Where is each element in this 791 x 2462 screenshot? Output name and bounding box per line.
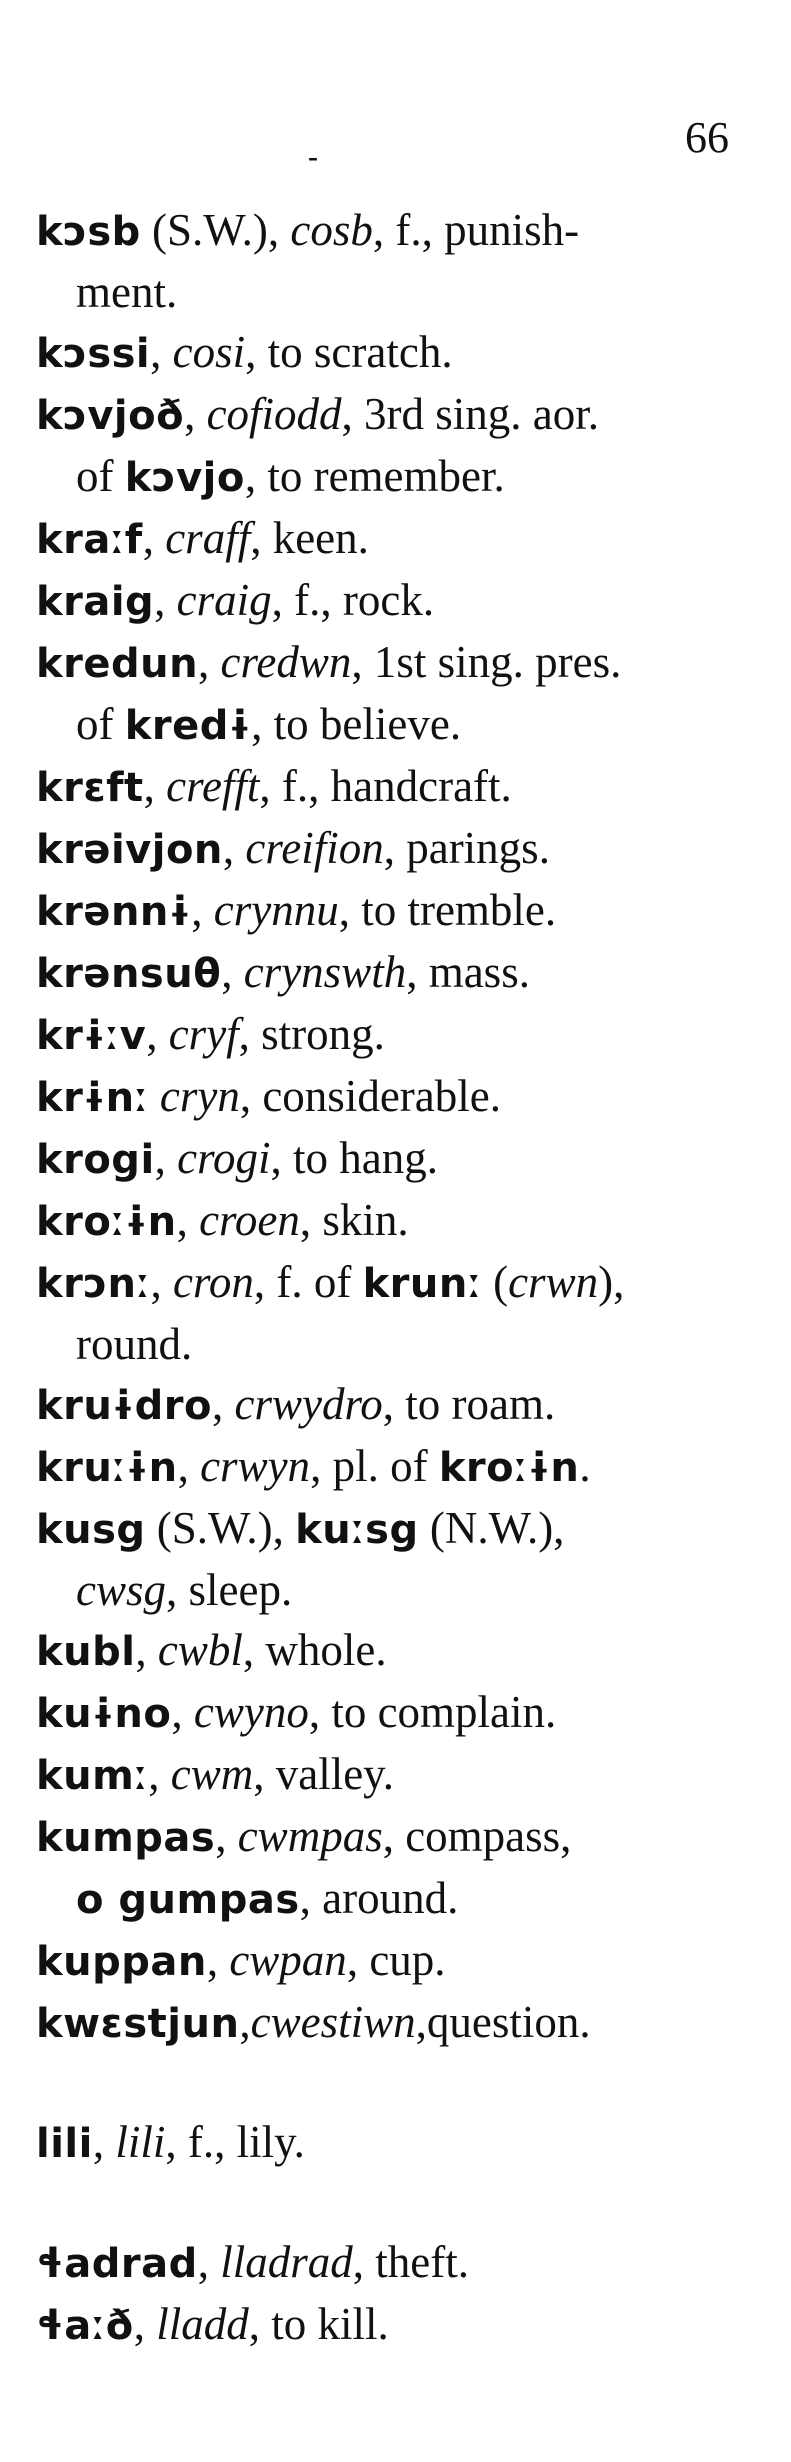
gloss: , f., handcraft.: [259, 761, 512, 811]
headword: kraig: [36, 579, 155, 625]
spelling: crynswth: [243, 947, 407, 997]
headword: kuppan: [36, 1939, 207, 1985]
spelling: crogi: [177, 1133, 271, 1183]
spelling: crynnu: [213, 885, 339, 935]
gloss: of: [76, 451, 125, 501]
dictionary-entry: [36, 1190, 760, 1252]
gloss: ,: [154, 575, 177, 625]
gloss: , compass,: [382, 1811, 572, 1861]
gloss: ,: [150, 1257, 173, 1307]
gloss: , around.: [299, 1873, 459, 1923]
gloss: , 3rd sing. aor.: [341, 389, 600, 439]
dictionary-entry: [36, 632, 760, 756]
gloss: ,: [146, 1009, 169, 1059]
spelling: cwestiwn: [250, 1997, 416, 2047]
headword: kumpas: [36, 1815, 216, 1861]
gloss: ,: [143, 761, 167, 811]
headword: krəivjon: [36, 827, 223, 873]
headword: o gumpas: [76, 1877, 300, 1923]
dictionary-entry: [36, 1620, 760, 1682]
gloss: (S.W.),: [140, 205, 291, 255]
dictionary-entry: [36, 2232, 760, 2294]
headword: krənsuθ: [36, 951, 222, 997]
spelling: lladd: [156, 2299, 249, 2349]
spelling: cwsg: [76, 1565, 166, 1615]
gloss: , f. of: [253, 1257, 363, 1307]
spelling: craig: [176, 575, 272, 625]
gloss: , pl. of: [310, 1441, 439, 1491]
headword: kɔvjo: [124, 455, 245, 501]
spelling: lladrad: [220, 2237, 353, 2287]
dictionary-entry: [36, 384, 760, 508]
headword: krənnɨ: [36, 889, 192, 935]
headword: kuːsg: [295, 1507, 419, 1553]
dictionary-entry: [36, 1374, 760, 1436]
headword: krɛft: [36, 765, 144, 811]
gloss: ),: [598, 1257, 625, 1307]
spelling: credwn: [220, 637, 352, 687]
gloss: , keen.: [250, 513, 369, 563]
dictionary-entry: [36, 880, 760, 942]
dictionary-entry: [36, 322, 760, 384]
gloss: ,: [197, 2237, 221, 2287]
gloss: , f., punish-: [372, 205, 580, 255]
gloss: , cup.: [346, 1935, 446, 1985]
headword: kusg: [36, 1507, 146, 1553]
gloss: ,: [184, 389, 207, 439]
gloss: , to hang.: [270, 1133, 438, 1183]
gloss: , whole.: [242, 1625, 387, 1675]
headword: kredɨ: [124, 703, 252, 749]
headword: ɬaːð: [36, 2303, 134, 2349]
gloss: , parings.: [383, 823, 550, 873]
gloss: ,: [221, 947, 244, 997]
spelling: crwydro: [234, 1379, 383, 1429]
entry-list: [36, 200, 760, 2356]
gloss: ,: [206, 1935, 230, 1985]
headword: ɬadrad: [36, 2241, 198, 2287]
dictionary-entry: [36, 818, 760, 880]
dictionary-entry: [36, 1436, 760, 1498]
dictionary-entry: [36, 1066, 760, 1128]
gloss: , mass.: [406, 947, 530, 997]
spelling: creifion: [245, 823, 384, 873]
dictionary-entry: [36, 1744, 760, 1806]
spelling: cron: [173, 1257, 254, 1307]
spelling: cwpan: [229, 1935, 347, 1985]
page-number: 66: [685, 113, 729, 162]
dictionary-entry: [36, 756, 760, 818]
gloss: [149, 1071, 160, 1121]
gloss: ,: [215, 1811, 238, 1861]
headword: kredun: [36, 641, 199, 687]
gloss: , valley.: [253, 1749, 395, 1799]
dictionary-entry: [36, 1806, 760, 1930]
gloss: , considerable.: [239, 1071, 501, 1121]
dictionary-entry: [36, 1004, 760, 1066]
spelling: cosb: [290, 205, 373, 255]
dictionary-entry: [36, 2294, 760, 2356]
gloss: , f., rock.: [271, 575, 435, 625]
spelling: cwbl: [157, 1625, 243, 1675]
spelling: cwm: [170, 1749, 254, 1799]
dictionary-entry: [36, 508, 760, 570]
gloss: ,: [135, 1625, 158, 1675]
headword: kubl: [36, 1629, 136, 1675]
dictionary-entry: [36, 1498, 760, 1620]
headword: kɔvjoð: [36, 393, 185, 439]
gloss: ment.: [76, 267, 178, 317]
margin-mark: -: [308, 140, 318, 173]
headword: kɔsb: [36, 209, 141, 255]
headword: kruːɨn: [36, 1445, 178, 1491]
spelling: lili: [115, 2117, 166, 2167]
headword: krɔnː: [36, 1261, 151, 1307]
gloss: ,: [150, 327, 173, 377]
gloss: ,: [154, 1133, 178, 1183]
spelling: crefft: [166, 761, 260, 811]
dictionary-entry: [36, 1930, 760, 1992]
gloss: , skin.: [299, 1195, 409, 1245]
gloss: ,: [171, 1687, 194, 1737]
gloss: , sleep.: [166, 1565, 293, 1615]
spelling: craff: [165, 513, 251, 563]
dictionary-entry: [36, 1252, 760, 1374]
gloss: , to kill.: [248, 2299, 389, 2349]
gloss: , theft.: [352, 2237, 469, 2287]
spelling: crwyn: [200, 1441, 311, 1491]
spelling: cwyno: [193, 1687, 309, 1737]
spelling: croen: [199, 1195, 300, 1245]
headword: lili: [36, 2121, 93, 2167]
headword: krunː: [362, 1261, 482, 1307]
gloss: , to complain.: [308, 1687, 557, 1737]
headword: kruɨdro: [36, 1383, 212, 1429]
headword: kuɨno: [36, 1691, 172, 1737]
gloss: ,: [148, 1749, 171, 1799]
gloss: ,: [177, 1441, 201, 1491]
gloss: , to roam.: [382, 1379, 556, 1429]
gloss: ,: [92, 2117, 116, 2167]
gloss: ,: [211, 1379, 235, 1429]
gloss: (N.W.),: [418, 1503, 565, 1553]
gloss: , to scratch.: [245, 327, 453, 377]
spelling: cryf: [168, 1009, 239, 1059]
dictionary-entry: [36, 570, 760, 632]
gloss: ,: [133, 2299, 157, 2349]
dictionary-entry: [36, 942, 760, 1004]
headword: kwɛstjun: [36, 2001, 240, 2047]
gloss: ,: [222, 823, 246, 873]
dictionary-entry: [36, 1682, 760, 1744]
headword: kraːf: [36, 517, 143, 563]
headword: krɨːv: [36, 1013, 147, 1059]
dictionary-entry: [36, 2112, 760, 2174]
gloss: ,: [176, 1195, 200, 1245]
headword: kroːɨn: [438, 1445, 580, 1491]
gloss: ,: [191, 885, 214, 935]
gloss: ,question.: [415, 1997, 591, 2047]
gloss: ,: [142, 513, 166, 563]
headword: kroːɨn: [36, 1199, 177, 1245]
gloss: , f., lily.: [165, 2117, 305, 2167]
gloss: .: [579, 1441, 591, 1491]
gloss: ,: [239, 1997, 251, 2047]
spelling: crwn: [508, 1257, 599, 1307]
gloss: ,: [198, 637, 221, 687]
spelling: cofiodd: [206, 389, 342, 439]
gloss: (: [481, 1257, 509, 1307]
spelling: cwmpas: [237, 1811, 383, 1861]
gloss: , 1st sing. pres.: [351, 637, 622, 687]
spelling: cosi: [172, 327, 246, 377]
headword: kumː: [36, 1753, 149, 1799]
headword: krogi: [36, 1137, 155, 1183]
gloss: , to tremble.: [338, 885, 557, 935]
gloss: , to believe.: [251, 699, 462, 749]
gloss: , strong.: [238, 1009, 385, 1059]
gloss: of: [76, 699, 125, 749]
dictionary-entry: [36, 1128, 760, 1190]
gloss: (S.W.),: [145, 1503, 296, 1553]
dictionary-entry: [36, 1992, 760, 2054]
spelling: cryn: [159, 1071, 240, 1121]
headword: kɔssi: [36, 331, 151, 377]
gloss: round.: [76, 1319, 193, 1369]
headword: krɨnː: [36, 1075, 149, 1121]
dictionary-entry: [36, 200, 760, 322]
gloss: , to remember.: [244, 451, 505, 501]
